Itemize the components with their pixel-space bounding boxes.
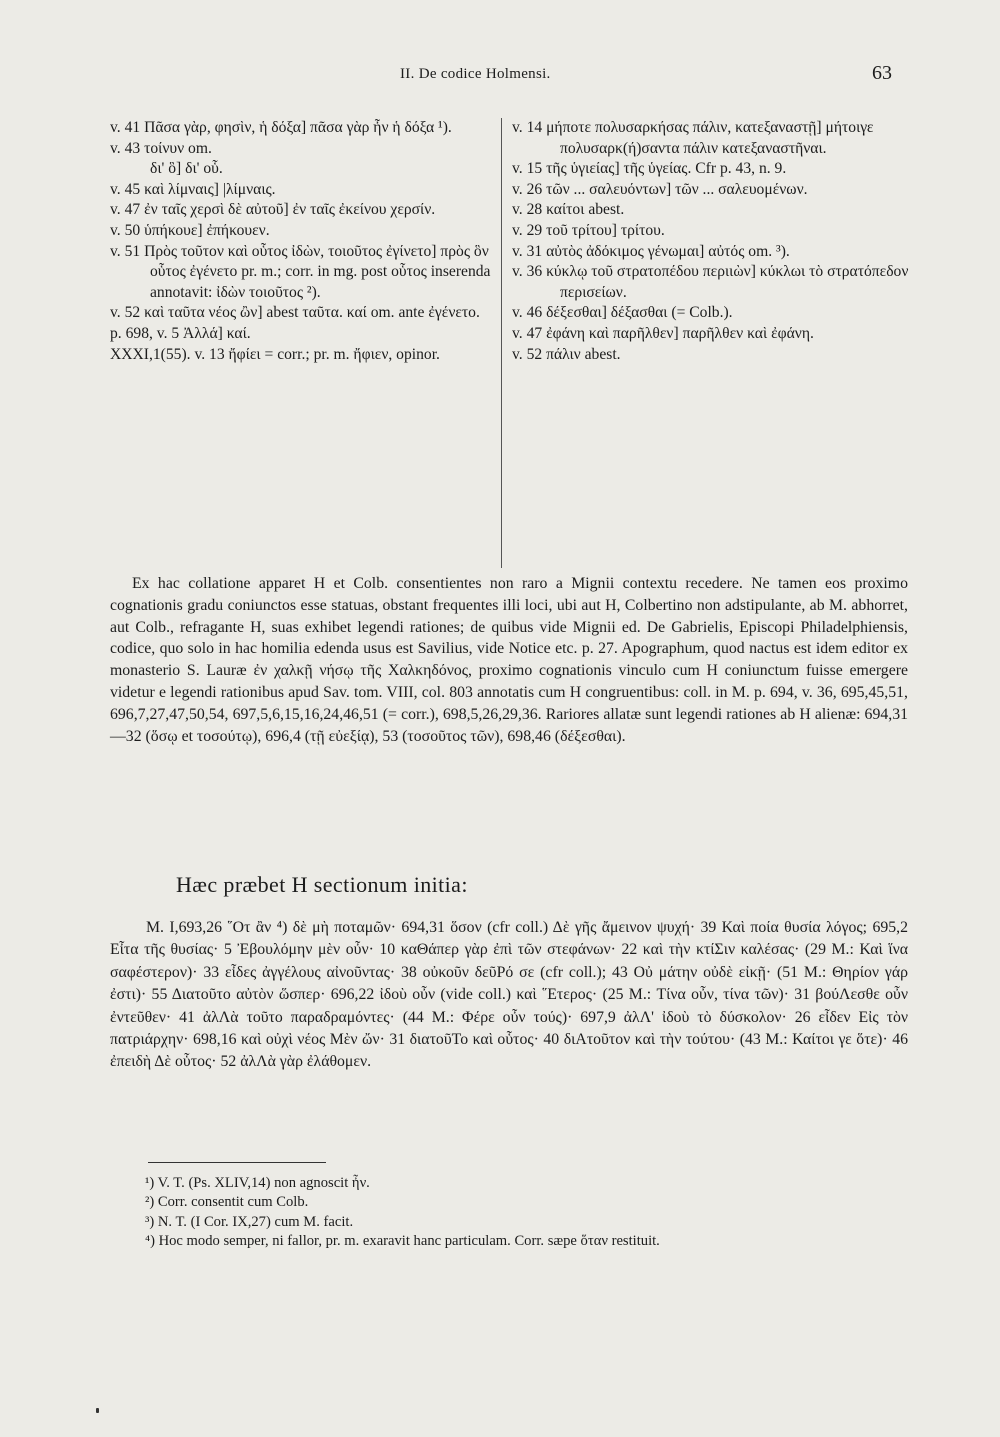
apparatus-entry: v. 15 τῆς ὑγιείας] τῆς ὑγείας. Cfr p. 43, n. 9. xyxy=(512,160,787,178)
footnote: ⁴) Hoc modo semper, ni fallor, pr. m. exaravit hanc particulam. Corr. sæpe ὅταν restituit. xyxy=(145,1233,660,1250)
apparatus-entry: v. 26 τῶν ... σαλευόντων] τῶν ... σαλευομένων. xyxy=(512,180,808,198)
footnote: ³) N. T. (I Cor. IX,27) cum M. facit. xyxy=(145,1213,354,1230)
apparatus-entry: XXXI,1(55). v. 13 ἤφίει = corr.; pr. m. ἤφιεν, opinor. xyxy=(110,345,440,363)
apparatus-entry: v. 14 μήποτε πολυσαρκήσας πάλιν, κατεξαναστῇ] μήτοιγε πολυσαρκ(ή)σαντα πάλιν κατεξαναστῆναι. xyxy=(512,119,878,157)
apparatus-entry: v. 51 Πρὸς τοῦτον καὶ οὗτος ἰδὼν, τοιοῦτος ἐγίνετο] πρὸς ὃν οὗτος ἐγένετο pr. m.; corr. in mg. post οὗτος inserenda annotavit: ἰδὼν τοιοῦτος ²). xyxy=(110,242,495,301)
apparatus-entry: p. 698, v. 5 Ἀλλά] καί. xyxy=(110,324,251,342)
apparatus-entry: v. 47 ἐφάνη καὶ παρῆλθεν] παρῆλθεν καὶ ἐφάνη. xyxy=(512,324,814,342)
initia-paragraph: M. I,693,26 ῞Οτ ἂν ⁴) δὲ μὴ ποταμῶν· 694,31 ὅσον (cfr coll.) Δὲ γῆς ἄμεινον ψυχή· 39 Καὶ ποία θυσία λόγος; 695,2 Εἶτα τῆς θυσίας· 5 Ἐβουλόμην μὲν οὖν· 10 καΘάπερ γὰρ ἐπὶ τῶν στεφάνων· 22 καὶ τὴν κτίΣιν καλέσας· (29 M.: Καὶ ἵνα σαφέστερον)· 33 εἶδες ἀγγέλους αἰνοῦντας· 38 οὐκοῦν δεῦΡό σε (cfr coll.); 43 Οὐ μάτην οὐδὲ εἰκῇ· (51 M.: Θηρίον γάρ ἐστι)· 55 Διατοῦτο αὐτὸν ὥσπερ· 696,22 ἰδοὺ οὖν (vide coll.) καὶ ῞Ετερος· (25 M.: Τίνα οὖν, τίνα τῶν)· 31 βούΛεσθε οὖν ἐντεῦθεν· 41 ἀλΛὰ τοῦτο παραδραμόντες· (44 M.: Φέρε οὖν τούς)· 697,9 ἀλΛ' ἰδοὺ τὸ δύσκολον· 26 εἶδεν Εἰς τὸν πατριάρχην· 698,16 καὶ οὐχὶ νέος Μὲν ὤν· 31 διατοῦΤο καὶ οὗτος· 40 διΑτοῦτον καὶ τὴν τούτου· (43 M.: Καίτοι γε ὅτε)· 46 ἐπειδὴ Δὲ οὗτος· 52 ἀλΛὰ γὰρ ἐλάθομεν. xyxy=(110,919,908,1071)
ink-speck xyxy=(96,1408,99,1413)
apparatus-right-column xyxy=(512,118,922,365)
running-head: II. De codice Holmensi. xyxy=(400,66,551,82)
page-number: 63 xyxy=(872,62,892,84)
apparatus-entry: v. 46 δέξεσθαι] δέξασθαι (= Colb.). xyxy=(512,304,733,322)
footnote: ¹) V. T. (Ps. XLIV,14) non agnoscit ἦν. xyxy=(145,1175,370,1191)
footnote: ²) Corr. consentit cum Colb. xyxy=(145,1194,309,1211)
apparatus-entry: v. 41 Πᾶσα γὰρ, φησὶν, ἡ δόξα] πᾶσα γὰρ ἦν ἡ δόξα ¹). xyxy=(110,119,452,136)
body-paragraph: Ex hac collatione apparet H et Colb. consentientes non raro a Mignii contextu recedere. Ne tamen eos proximo cognationis gradu coniunctos esse statuas, obstant frequentes illi loci, ubi aut H, Colbertino non adstipulante, ab M. abhorret, aut Colb., refragante H, suas exhibet legendi rationes; de quibus vide Mignii ed. De Gabrielis, Episcopi Philadelphiensis, codice, quo solo in hac homilia edenda usus est Savilius, vide Notice etc. p. 27. Apographum, quod nactus est idem editor ex monasterio S. Lauræ ἐν χαλκῇ νήσῳ τῆς Χαλκηδόνος, proximo cognationis vinculo cum H coniunctum fuisse emergere videtur e legendi rationibus apud Sav. tom. VIII, col. 803 annotatis cum H congruentibus: coll. in M. p. 694, v. 36, 695,45,51, 696,7,27,47,50,54, 697,5,6,15,16,24,46,51 (= corr.), 698,5,26,29,36. Rariores allatæ sunt legendi rationes ab H alienæ: 694,31—32 (ὅσῳ et τοσούτῳ), 696,4 (τῇ εὐεξίᾳ), 53 (τοσοῦτος τῶν), 698,46 (δέξεσθαι). xyxy=(110,575,908,745)
apparatus-entry: v. 52 καὶ ταῦτα νέος ὢν] abest ταῦτα. καί om. ante ἐγένετο. xyxy=(110,304,480,322)
apparatus-entry: v. 36 κύκλῳ τοῦ στρατοπέδου περιιὼν] κύκλωι τὸ στρατόπεδον περισείων. xyxy=(512,263,913,301)
apparatus-entry: v. 47 ἐν ταῖς χερσὶ δὲ αὐτοῦ] ἐν ταῖς ἐκείνου χερσίν. xyxy=(110,201,436,219)
apparatus-left-column xyxy=(110,118,500,365)
apparatus-entry: v. 29 τοῦ τρίτου] τρίτου. xyxy=(512,221,665,239)
apparatus-entry: v. 28 καίτοι abest. xyxy=(512,201,625,219)
apparatus-entry: v. 52 πάλιν abest. xyxy=(512,345,621,363)
apparatus-entry: v. 45 καὶ λίμναις] |λίμναις. xyxy=(110,180,276,198)
column-divider xyxy=(501,118,502,568)
apparatus-entry: v. 43 τοίνυν om. xyxy=(110,139,212,157)
apparatus-entry: δι' ὃ] δι' οὗ. xyxy=(150,160,223,178)
footnote-rule xyxy=(148,1162,326,1163)
footnotes xyxy=(145,1174,925,1252)
section-heading: Hæc præbet H sectionum initia: xyxy=(176,872,468,897)
apparatus-entry: v. 50 ὑπήκουε] ἐπήκουεν. xyxy=(110,221,270,239)
apparatus-entry: v. 31 αὐτὸς ἀδόκιμος γένωμαι] αὐτός om. ³). xyxy=(512,242,790,260)
